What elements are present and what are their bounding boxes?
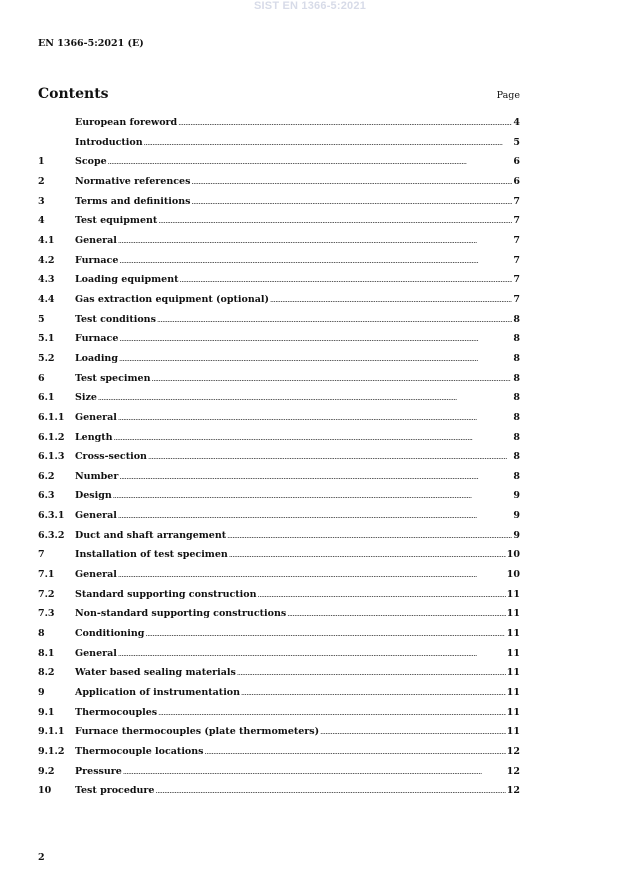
toc-entry-title[interactable]: Test equipment xyxy=(75,215,158,227)
toc-entry-number: 9.2 xyxy=(38,765,55,777)
toc-entry-number: 6.1 xyxy=(38,392,55,404)
toc-entry-title[interactable]: Test specimen xyxy=(75,372,151,384)
toc-entry-title[interactable]: Duct and shaft arrangement xyxy=(75,529,227,541)
toc-entry-number: 7.3 xyxy=(38,608,55,620)
toc-entry-number: 9.1.1 xyxy=(38,726,65,738)
toc-entry-title[interactable]: Application of instrumentation xyxy=(75,687,241,699)
toc-leader-dots xyxy=(119,353,512,364)
toc-entry-title[interactable]: Loading xyxy=(75,352,118,364)
toc-leader-dots xyxy=(180,274,513,285)
toc-entry-page: 7 xyxy=(513,195,520,207)
toc-entry-title[interactable]: Gas extraction equipment (optional) xyxy=(75,293,270,305)
toc-entry-title[interactable]: Thermocouple locations xyxy=(75,746,204,757)
toc-entry-title[interactable]: Loading equipment xyxy=(75,274,179,286)
toc-leader-dots xyxy=(258,589,506,600)
toc-entry[interactable] xyxy=(38,687,520,707)
contents-heading: Contents xyxy=(38,86,109,102)
toc-entry-page: 12 xyxy=(506,746,520,757)
document-code: EN 1366-5:2021 (E) xyxy=(38,38,144,49)
toc-entry-page: 10 xyxy=(506,569,520,581)
toc-entry-number: 7 xyxy=(38,549,45,561)
toc-entry-page: 8 xyxy=(513,451,520,463)
toc-entry-number: 6.3 xyxy=(38,490,55,502)
toc-entry-title[interactable]: Furnace xyxy=(75,333,119,345)
toc-leader-dots xyxy=(108,156,513,167)
toc-entry-page: 11 xyxy=(506,608,520,620)
toc-leader-dots xyxy=(119,333,512,344)
toc-leader-dots xyxy=(152,373,513,384)
toc-leader-dots xyxy=(118,412,512,423)
toc-entry-page: 12 xyxy=(506,765,520,777)
toc-entry[interactable] xyxy=(38,176,520,196)
toc-entry[interactable] xyxy=(38,117,520,137)
toc-entry[interactable] xyxy=(38,274,520,294)
toc-entry-page: 11 xyxy=(506,726,520,738)
toc-entry-title[interactable]: Introduction xyxy=(75,136,143,148)
toc-entry-number: 6.3.2 xyxy=(38,529,65,541)
toc-leader-dots xyxy=(145,628,505,639)
toc-entry-number: 9 xyxy=(38,687,45,699)
toc-entry[interactable] xyxy=(38,726,520,746)
toc-entry-number: 4.2 xyxy=(38,254,55,266)
toc-entry[interactable] xyxy=(38,333,520,353)
toc-entry-title[interactable]: Furnace thermocouples (plate thermometers) xyxy=(75,726,320,738)
toc-entry-page: 8 xyxy=(513,333,520,345)
toc-leader-dots xyxy=(118,569,506,580)
toc-leader-dots xyxy=(119,471,512,482)
table-of-contents xyxy=(38,117,520,805)
toc-leader-dots xyxy=(114,432,513,443)
toc-entry-title[interactable]: General xyxy=(75,569,117,581)
toc-entry-title[interactable]: General xyxy=(75,647,117,659)
toc-entry-title[interactable]: Pressure xyxy=(75,765,122,777)
toc-entry[interactable] xyxy=(38,314,520,334)
toc-entry-number: 6 xyxy=(38,372,45,384)
toc-entry-number: 10 xyxy=(38,785,52,797)
toc-leader-dots xyxy=(241,687,506,698)
toc-entry-title[interactable]: Furnace xyxy=(75,254,119,266)
toc-entry-page: 9 xyxy=(513,490,520,502)
toc-entry-page: 8 xyxy=(513,372,520,384)
toc-entry-number: 6.1.2 xyxy=(38,431,65,443)
toc-entry-page: 11 xyxy=(506,588,520,600)
toc-entry-page: 6 xyxy=(513,156,520,168)
toc-entry-page: 11 xyxy=(506,687,520,699)
toc-entry[interactable] xyxy=(38,530,520,550)
toc-entry-title[interactable]: Design xyxy=(75,490,112,502)
toc-entry-title[interactable]: Thermocouples xyxy=(75,706,158,718)
toc-entry-title[interactable]: General xyxy=(75,411,117,423)
toc-entry[interactable] xyxy=(38,471,520,491)
toc-leader-dots xyxy=(98,392,512,403)
toc-entry-number: 3 xyxy=(38,195,45,207)
toc-entry[interactable] xyxy=(38,589,520,609)
toc-entry[interactable] xyxy=(38,608,520,628)
toc-entry-page: 7 xyxy=(513,274,520,286)
toc-leader-dots xyxy=(148,451,512,462)
toc-entry-page: 4 xyxy=(513,117,520,128)
toc-entry-number: 6.2 xyxy=(38,470,55,482)
toc-entry[interactable] xyxy=(38,412,520,432)
toc-entry-number: 6.3.1 xyxy=(38,510,65,522)
toc-entry-number: 5.2 xyxy=(38,352,55,364)
toc-entry-number: 4.1 xyxy=(38,234,55,246)
toc-leader-dots xyxy=(118,648,506,659)
toc-entry[interactable] xyxy=(38,432,520,452)
toc-entry[interactable] xyxy=(38,746,520,766)
toc-entry-number: 9.1.2 xyxy=(38,746,65,757)
toc-entry-title[interactable]: Normative references xyxy=(75,175,191,187)
toc-entry-number: 4.3 xyxy=(38,274,55,286)
toc-entry[interactable] xyxy=(38,137,520,157)
toc-entry-number: 6.1.1 xyxy=(38,411,65,423)
toc-leader-dots xyxy=(237,667,506,678)
toc-leader-dots xyxy=(123,766,506,777)
toc-entry[interactable] xyxy=(38,294,520,314)
toc-entry[interactable] xyxy=(38,766,520,786)
toc-entry[interactable] xyxy=(38,569,520,589)
toc-entry-page: 11 xyxy=(506,628,520,640)
toc-leader-dots xyxy=(113,490,513,501)
toc-entry-title[interactable]: Conditioning xyxy=(75,628,145,640)
toc-leader-dots xyxy=(227,530,512,541)
toc-entry-number: 2 xyxy=(38,175,45,187)
toc-entry-page: 11 xyxy=(506,667,520,679)
toc-leader-dots xyxy=(158,215,512,226)
toc-entry[interactable] xyxy=(38,353,520,373)
toc-entry-title[interactable]: Test procedure xyxy=(75,785,155,797)
toc-entry-number: 8.1 xyxy=(38,647,55,659)
toc-entry-title[interactable]: Non-standard supporting constructions xyxy=(75,608,287,620)
toc-entry-number: 8.2 xyxy=(38,667,55,679)
toc-entry-title[interactable]: Size xyxy=(75,392,97,404)
toc-entry-title[interactable]: Length xyxy=(75,431,113,443)
toc-entry-page: 5 xyxy=(513,136,520,148)
toc-entry-page: 7 xyxy=(513,293,520,305)
toc-entry[interactable] xyxy=(38,156,520,176)
toc-entry[interactable] xyxy=(38,785,520,805)
toc-leader-dots xyxy=(191,196,512,207)
toc-entry[interactable] xyxy=(38,255,520,275)
toc-entry[interactable] xyxy=(38,648,520,668)
toc-entry-number: 4.4 xyxy=(38,293,55,305)
watermark: SIST EN 1366-5:2021 xyxy=(253,0,367,12)
toc-leader-dots xyxy=(205,746,506,757)
toc-entry-title[interactable]: Terms and definitions xyxy=(75,195,191,207)
toc-entry[interactable] xyxy=(38,451,520,471)
toc-leader-dots xyxy=(157,314,512,325)
toc-entry-title[interactable]: Standard supporting construction xyxy=(75,588,257,600)
toc-entry-page: 6 xyxy=(513,175,520,187)
page-column-label: Page xyxy=(496,90,520,101)
toc-entry-page: 9 xyxy=(513,510,520,522)
toc-entry-title[interactable]: Scope xyxy=(75,156,107,168)
toc-entry-number: 8 xyxy=(38,628,45,640)
toc-entry-title[interactable]: Installation of test specimen xyxy=(75,549,228,561)
toc-leader-dots xyxy=(119,255,512,266)
toc-leader-dots xyxy=(229,549,506,560)
toc-entry-number: 9.1 xyxy=(38,706,55,718)
toc-entry[interactable] xyxy=(38,392,520,412)
toc-leader-dots xyxy=(270,294,512,305)
toc-entry-number: 1 xyxy=(38,156,45,168)
toc-entry[interactable] xyxy=(38,373,520,393)
toc-entry-number: 5 xyxy=(38,313,45,325)
toc-entry-page: 10 xyxy=(506,549,520,561)
toc-entry-title[interactable]: European foreword xyxy=(75,117,178,128)
toc-leader-dots xyxy=(191,176,512,187)
toc-entry[interactable] xyxy=(38,490,520,510)
toc-entry[interactable] xyxy=(38,510,520,530)
toc-leader-dots xyxy=(144,137,513,148)
toc-entry-title[interactable]: General xyxy=(75,234,117,246)
toc-entry[interactable] xyxy=(38,215,520,235)
toc-entry-number: 7.2 xyxy=(38,588,55,600)
toc-leader-dots xyxy=(178,117,512,128)
toc-leader-dots xyxy=(118,510,512,521)
toc-entry-number: 5.1 xyxy=(38,333,55,345)
toc-entry-title[interactable]: Number xyxy=(75,470,119,482)
toc-entry-page: 7 xyxy=(513,234,520,246)
toc-entry-page: 8 xyxy=(513,352,520,364)
toc-entry[interactable] xyxy=(38,196,520,216)
toc-entry-number: 6.1.3 xyxy=(38,451,65,463)
toc-entry-page: 8 xyxy=(513,431,520,443)
toc-entry[interactable] xyxy=(38,549,520,569)
toc-entry[interactable] xyxy=(38,628,520,648)
toc-entry-page: 8 xyxy=(513,313,520,325)
toc-leader-dots xyxy=(118,235,512,246)
toc-entry-page: 11 xyxy=(506,647,520,659)
toc-entry-title[interactable]: Test conditions xyxy=(75,313,156,325)
toc-leader-dots xyxy=(158,707,506,718)
toc-entry-page: 12 xyxy=(506,785,520,797)
page-number: 2 xyxy=(38,852,45,863)
toc-entry-title[interactable]: Water based sealing materials xyxy=(75,667,236,679)
toc-entry-page: 9 xyxy=(513,529,520,541)
toc-entry-page: 7 xyxy=(513,215,520,227)
toc-leader-dots xyxy=(287,608,506,619)
toc-entry-number: 4 xyxy=(38,215,45,227)
toc-entry[interactable] xyxy=(38,707,520,727)
toc-entry-page: 8 xyxy=(513,470,520,482)
toc-entry-title[interactable]: General xyxy=(75,510,117,522)
toc-entry-page: 8 xyxy=(513,392,520,404)
toc-entry-number: 7.1 xyxy=(38,569,55,581)
toc-leader-dots xyxy=(155,785,505,796)
toc-entry-title[interactable]: Cross-section xyxy=(75,451,147,463)
toc-entry[interactable] xyxy=(38,667,520,687)
toc-leader-dots xyxy=(320,726,506,737)
toc-entry-page: 11 xyxy=(506,706,520,718)
toc-entry-page: 8 xyxy=(513,411,520,423)
toc-entry[interactable] xyxy=(38,235,520,255)
toc-entry-page: 7 xyxy=(513,254,520,266)
